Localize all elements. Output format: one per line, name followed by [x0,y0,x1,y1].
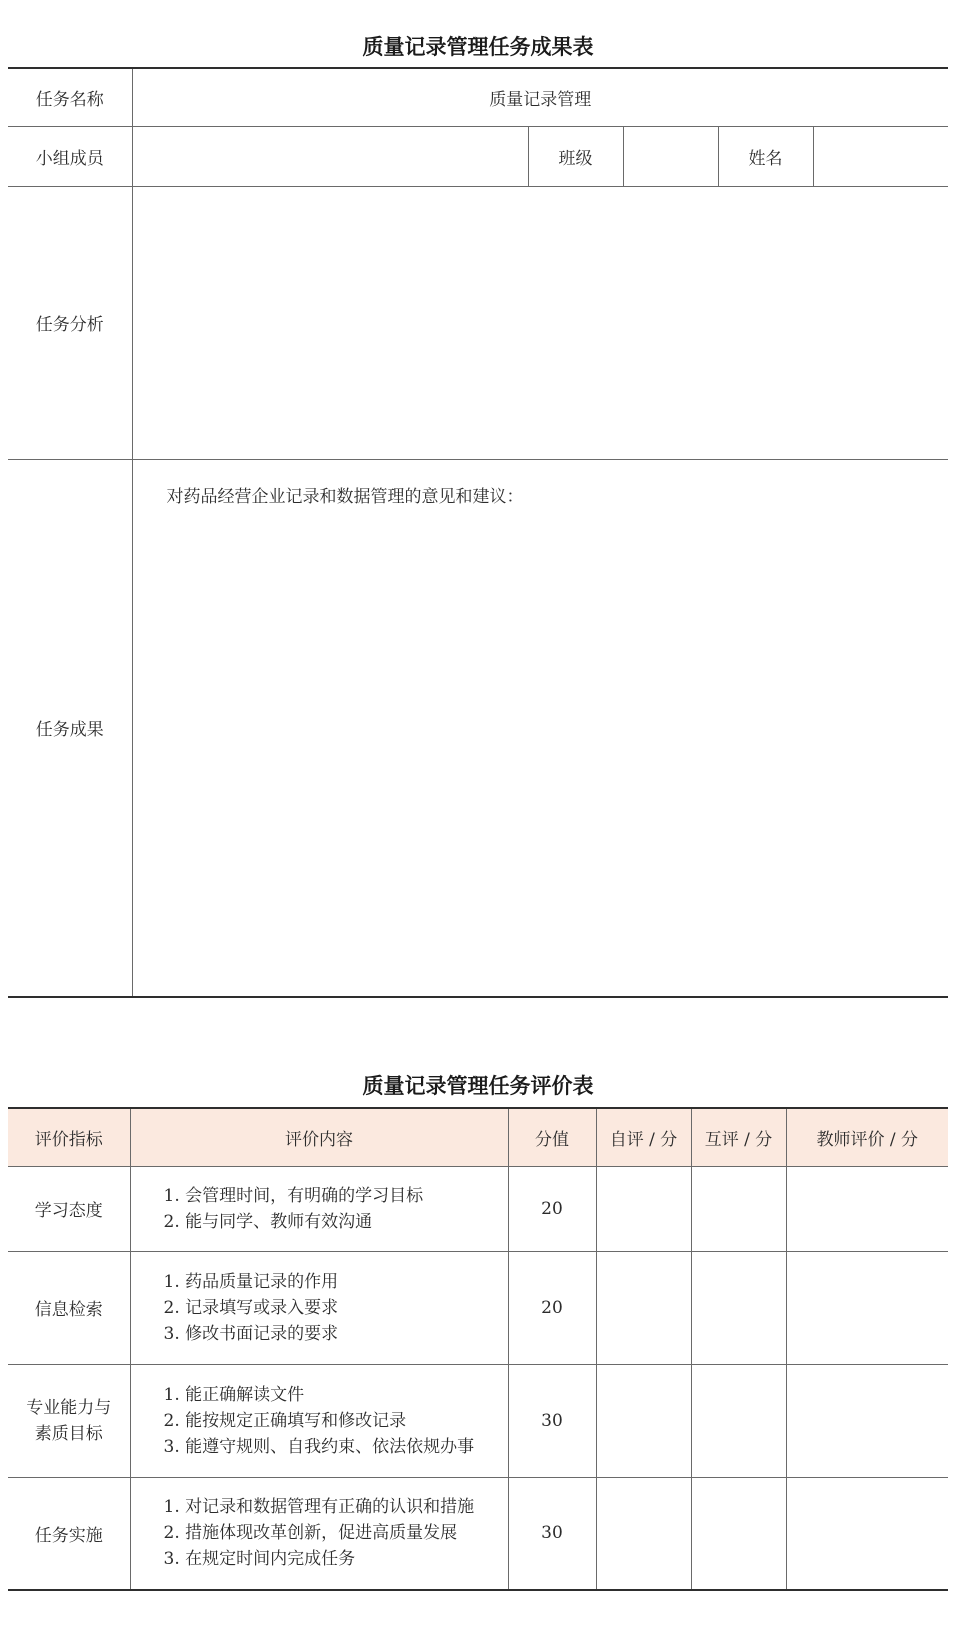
peer-eval-cell[interactable] [691,1251,786,1364]
self-eval-cell[interactable] [596,1364,691,1477]
content-item: 1. 会管理时间，有明确的学习目标 [163,1185,424,1206]
score-cell: 20 [508,1251,596,1364]
class-label: 班级 [528,126,623,186]
header-peer-eval: 互评 / 分 [691,1108,786,1166]
result-table [8,67,948,998]
content-item: 1. 能正确解读文件 [163,1384,305,1405]
table-row [8,1477,948,1590]
content-cell [130,1166,508,1251]
teacher-eval-cell[interactable] [786,1251,948,1364]
content-cell [130,1364,508,1477]
evaluation-table [8,1107,948,1591]
teacher-eval-cell[interactable] [786,1477,948,1590]
indicator-text: 学习态度 [34,1201,103,1221]
analysis-label: 任务分析 [8,186,132,459]
task-name-label: 任务名称 [35,89,104,110]
header-content: 评价内容 [130,1108,508,1166]
self-eval-cell[interactable] [596,1477,691,1590]
content-item: 2. 记录填写或录入要求 [163,1297,339,1318]
content-item: 2. 能与同学、教师有效沟通 [163,1211,373,1232]
self-eval-cell[interactable] [596,1166,691,1251]
indicator-text: 信息检索 [34,1300,103,1320]
header-indicator: 评价指标 [8,1108,130,1166]
header-self-eval: 自评 / 分 [596,1108,691,1166]
score-cell: 20 [508,1166,596,1251]
table-row [8,1251,948,1364]
task-name-value: 质量记录管理 [132,68,948,126]
evaluation-header-row [8,1108,948,1166]
table-row [8,1166,948,1251]
content-item: 3. 修改书面记录的要求 [163,1323,339,1344]
content-item: 2. 措施体现改革创新，促进高质量发展 [163,1523,458,1544]
teacher-eval-cell[interactable] [786,1166,948,1251]
result-label: 任务成果 [8,459,132,997]
peer-eval-cell[interactable] [691,1364,786,1477]
content-item: 1. 药品质量记录的作用 [163,1271,339,1292]
self-eval-cell[interactable] [596,1251,691,1364]
result-field[interactable] [132,459,948,997]
name-label: 姓名 [718,126,813,186]
peer-eval-cell[interactable] [691,1166,786,1251]
table-row [8,1364,948,1477]
header-teacher-eval: 教师评价 / 分 [786,1108,948,1166]
result-prompt: 对药品经营企业记录和数据管理的意见和建议： [166,486,524,507]
members-field[interactable] [132,126,528,186]
members-label: 小组成员 [8,126,132,186]
indicator-text: 素质目标 [34,1423,103,1444]
header-score: 分值 [508,1108,596,1166]
teacher-eval-cell[interactable] [786,1364,948,1477]
name-field[interactable] [813,126,948,186]
indicator-text: 专业能力与 [26,1397,112,1418]
peer-eval-cell[interactable] [691,1477,786,1590]
content-cell [130,1477,508,1590]
score-cell: 30 [508,1477,596,1590]
score-cell: 30 [508,1364,596,1477]
indicator-cell [8,1251,130,1364]
content-item: 1. 对记录和数据管理有正确的认识和措施 [163,1497,475,1518]
indicator-cell [8,1477,130,1590]
result-table-title: 质量记录管理任务成果表 [362,35,594,59]
content-item: 3. 能遵守规则、自我约束、依法依规办事 [163,1436,475,1457]
content-cell [130,1251,508,1364]
indicator-cell [8,1166,130,1251]
indicator-text: 任务实施 [34,1525,103,1546]
class-field[interactable] [623,126,718,186]
content-item: 2. 能按规定正确填写和修改记录 [163,1410,407,1431]
indicator-cell [8,1364,130,1477]
evaluation-table-title: 质量记录管理任务评价表 [362,1074,594,1098]
analysis-field[interactable] [132,186,948,459]
content-item: 3. 在规定时间内完成任务 [163,1549,356,1570]
